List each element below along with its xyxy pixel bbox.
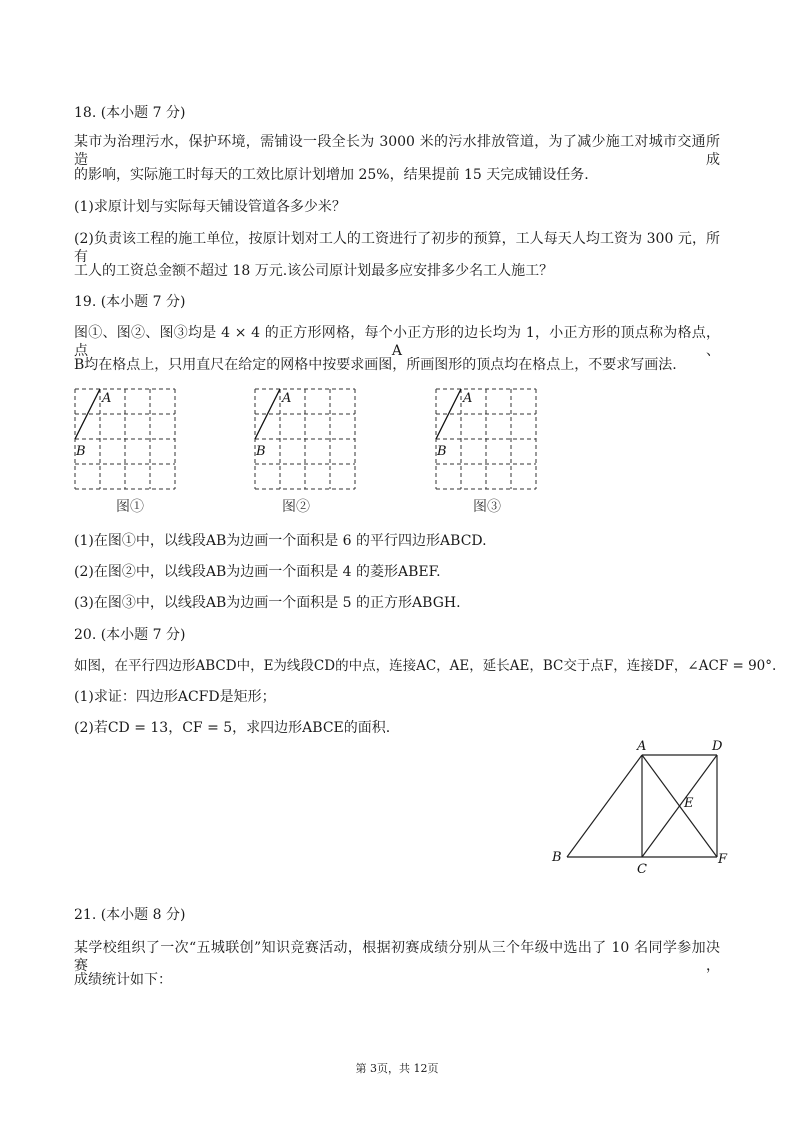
q18-header: 18. (本小题 7 分) [74, 105, 186, 121]
q19-part2: (2)在图②中，以线段AB为边画一个面积是 4 的菱形ABEF. [74, 564, 441, 580]
q19-stem-line2: B均在格点上，只用直尺在给定的网格中按要求画图，所画图形的顶点均在格点上，不要求写画法. [74, 357, 677, 373]
q19-stem-line1: 图①、图②、图③均是 4 × 4 的正方形网格，每个小正方形的边长均为 1，小正方形的顶点称为格点，点A、 [74, 325, 720, 359]
page-number: 第 3页，共 12页 [355, 1062, 439, 1075]
label-b: B [437, 444, 447, 459]
q21-stem-line2: 成绩统计如下： [74, 972, 172, 988]
q20-part2: (2)若CD = 13，CF = 5，求四边形ABCE的面积. [74, 720, 391, 736]
label-c: C [637, 862, 647, 877]
q18-part2-line1: (2)负责该工程的施工单位，按原计划对工人的工资进行了初步的预算，工人每天人均工资为 300 元，所有 [74, 231, 720, 265]
grid-figure-3 [431, 384, 546, 496]
q18-stem-line2: 的影响，实际施工时每天的工效比原计划增加 25%，结果提前 15 天完成铺设任务. [74, 167, 589, 183]
label-a: A [637, 739, 647, 754]
label-b: B [552, 850, 562, 865]
edge-ab [567, 755, 642, 857]
caption-figure-2: 图② [282, 499, 310, 515]
q19-part1: (1)在图①中，以线段AB为边画一个面积是 6 的平行四边形ABCD. [74, 533, 487, 549]
grid-figure-1 [70, 384, 185, 496]
q18-stem-line1: 某市为治理污水，保护环境，需铺设一段全长为 3000 米的污水排放管道，为了减少施工对城市交通所造成 [74, 134, 720, 168]
parallelogram-figure [545, 735, 740, 880]
label-a: A [282, 391, 292, 406]
q18-part2-line2: 工人的工资总金额不超过 18 万元.该公司原计划最多应安排多少名工人施工？ [74, 263, 554, 279]
q20-header: 20. (本小题 7 分) [74, 627, 186, 643]
label-e: E [684, 796, 694, 811]
grid-figure-2 [250, 384, 365, 496]
label-b: B [256, 444, 266, 459]
q21-header: 21. (本小题 8 分) [74, 907, 186, 923]
q19-part3: (3)在图③中，以线段AB为边画一个面积是 5 的正方形ABGH. [74, 595, 461, 611]
q21-stem-line1: 某学校组织了一次“五城联创”知识竞赛活动，根据初赛成绩分别从三个年级中选出了 10 名同学参加决赛， [74, 940, 720, 974]
caption-figure-1: 图① [116, 499, 144, 515]
q20-stem: 如图，在平行四边形ABCD中，E为线段CD的中点，连接AC，AE，延长AE，BC交于点F，连接DF，∠ACF = 90°. [74, 658, 777, 674]
label-f: F [718, 852, 728, 867]
caption-figure-3: 图③ [473, 499, 501, 515]
q20-part1: (1)求证：四边形ACFD是矩形； [74, 689, 276, 705]
label-a: A [102, 391, 112, 406]
q19-header: 19. (本小题 7 分) [74, 294, 186, 310]
label-a: A [463, 391, 473, 406]
label-d: D [712, 739, 723, 754]
q18-part1: (1)求原计划与实际每天铺设管道各多少米？ [74, 199, 346, 215]
label-b: B [76, 444, 86, 459]
